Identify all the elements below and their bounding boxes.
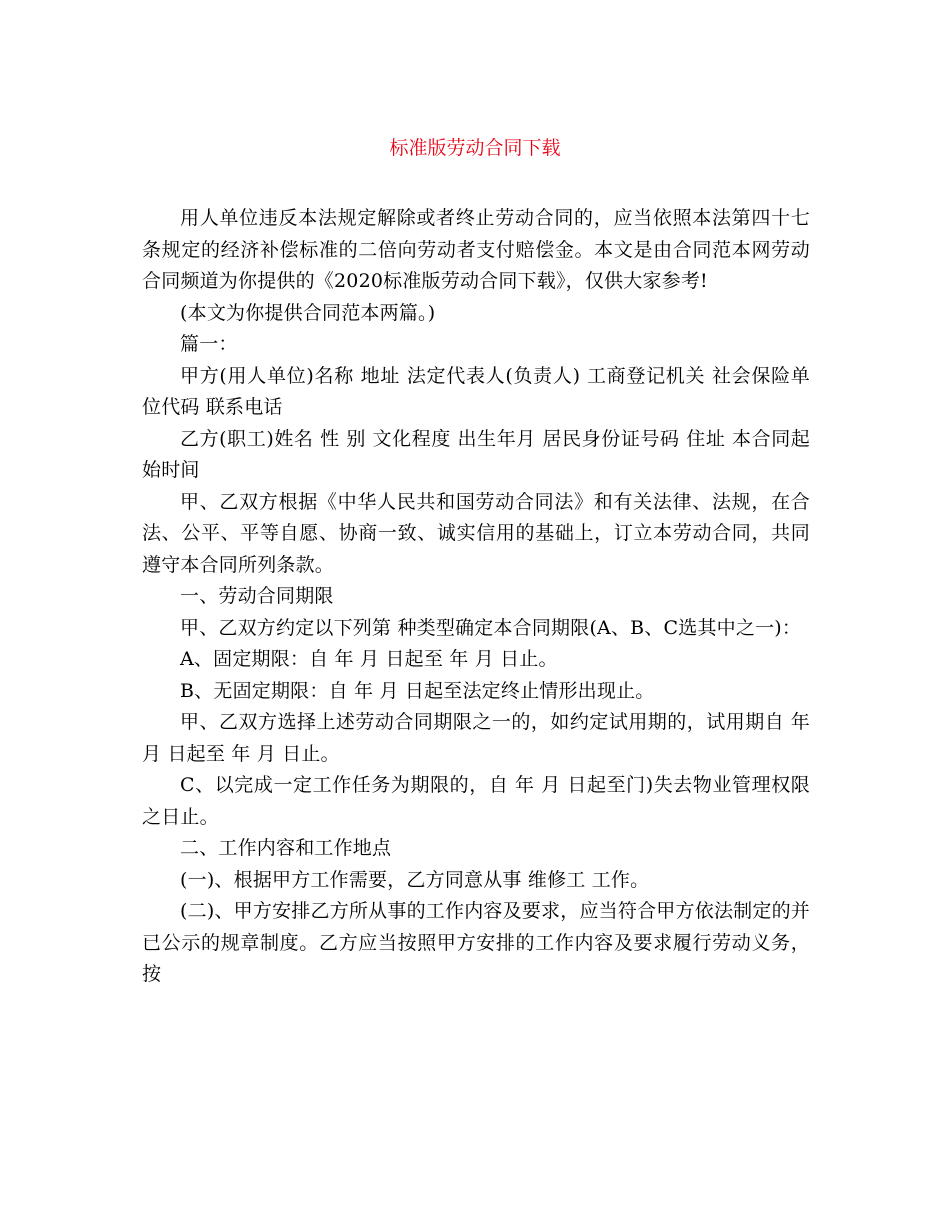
- paragraph-term-a: A、固定期限：自 年 月 日起至 年 月 日止。: [180, 648, 558, 670]
- paragraph-party-a: 甲方(用人单位)名称 地址 法定代表人(负责人) 工商登记机关 社会保险单位代码 联系电话: [142, 364, 810, 418]
- paragraph-note: (本文为你提供合同范本两篇。): [180, 301, 436, 324]
- document-title: 标准版劳动合同下载: [389, 137, 561, 159]
- paragraph-party-b: 乙方(职工)姓名 性 别 文化程度 出生年月 居民身份证号码 住址 本合同起始时间: [142, 427, 810, 481]
- paragraph-probation: 甲、乙双方选择上述劳动合同期限之一的，如约定试用期的，试用期自 年 月 日起至 年 月 日止。: [142, 711, 810, 765]
- section-heading-term: 一、劳动合同期限: [180, 585, 334, 607]
- document-body: [142, 203, 810, 991]
- paragraph-work-two: (二)、甲方安排乙方所从事的工作内容及要求，应当符合甲方依法制定的并已公示的规章制度。乙方应当按照甲方安排的工作内容及要求履行劳动义务，按: [142, 900, 810, 985]
- paragraph-term-type: 甲、乙双方约定以下列第 种类型确定本合同期限(A、B、C选其中之一)：: [180, 616, 802, 639]
- paragraph-part-one: 篇一：: [180, 333, 238, 355]
- paragraph-intro: 用人单位违反本法规定解除或者终止劳动合同的，应当依照本法第四十七条规定的经济补偿标准的二倍向劳动者支付赔偿金。本文是由合同范本网劳动合同频道为你提供的《2020标准版劳动合同下载》，仅供大家参考!: [142, 207, 810, 292]
- paragraph-work-one: (一)、根据甲方工作需要，乙方同意从事 维修工 工作。: [180, 868, 650, 891]
- paragraph-agreement: 甲、乙双方根据《中华人民共和国劳动合同法》和有关法律、法规，在合法、公平、平等自愿、协商一致、诚实信用的基础上，订立本劳动合同，共同遵守本合同所列条款。: [142, 490, 810, 576]
- paragraph-term-b: B、无固定期限：自 年 月 日起至法定终止情形出现止。: [180, 679, 655, 702]
- paragraph-term-c: C、以完成一定工作任务为期限的，自 年 月 日起至门)失去物业管理权限 之日止。: [142, 774, 810, 828]
- section-heading-work: 二、工作内容和工作地点: [180, 837, 392, 859]
